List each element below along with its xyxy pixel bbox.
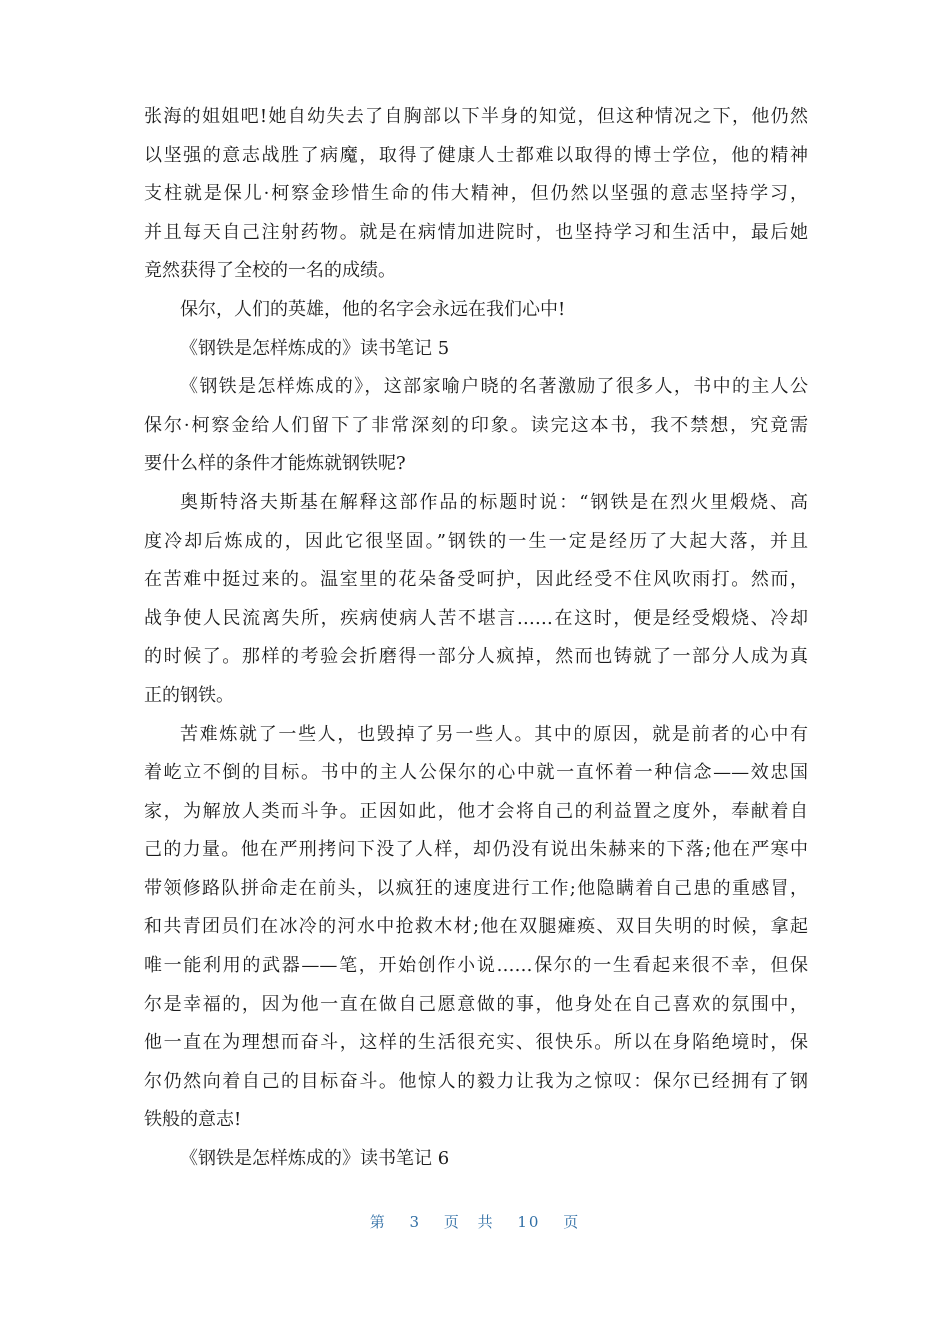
text-line: 在苦难中挺过来的。温室里的花朵备受呵护，因此经受不住风吹雨打。然而， [144,569,808,591]
text-line: 要什么样的条件才能炼就钢铁呢? [144,453,406,475]
footer-prefix: 第 [369,1213,387,1231]
text-line: 着屹立不倒的目标。书中的主人公保尔的心中就一直怀着一种信念——效忠国 [144,762,808,784]
text-line: 苦难炼就了一些人，也毁掉了另一些人。其中的原因，就是前者的心中有 [180,723,808,745]
text-line: 张海的姐姐吧!她自幼失去了自胸部以下半身的知觉，但这种情况之下，他仍然 [144,106,808,127]
text-line: 唯一能利用的武器——笔，开始创作小说……保尔的一生看起来很不幸，但保 [144,955,808,977]
text-line: 家，为解放人类而斗争。正因如此，他才会将自己的利益置之度外，奉献着自 [144,800,808,822]
text-line: 铁般的意志! [144,1109,242,1131]
text-line: 《钢铁是怎样炼成的》读书笔记 5 [180,337,450,359]
footer-suffix: 页 [563,1213,581,1231]
text-line: 度冷却后炼成的，因此它很坚固。”钢铁的一生一定是经历了大起大落，并且 [144,530,808,552]
text-line: 以坚强的意志战胜了病魔，取得了健康人士都难以取得的博士学位，他的精神 [144,144,808,166]
text-line: 保尔·柯察金给人们留下了非常深刻的印象。读完这本书，我不禁想，究竟需 [144,414,808,436]
footer-current-page: 3 [409,1213,422,1231]
text-line: 尔是幸福的，因为他一直在做自己愿意做的事，他身处在自己喜欢的氛围中， [144,993,808,1015]
text-line: 带领修路队拼命走在前头，以疯狂的速度进行工作;他隐瞒着自己患的重感冒， [144,877,808,899]
footer-middle: 页 共 [443,1213,495,1231]
text-line: 的时候了。那样的考验会折磨得一部分人疯掉，然而也铸就了一部分人成为真 [144,646,808,668]
text-line: 《钢铁是怎样炼成的》，这部家喻户晓的名著激励了很多人，书中的主人公 [180,376,808,398]
text-line: 战争使人民流离失所，疾病使病人苦不堪言……在这时，便是经受煅烧、冷却 [144,607,808,629]
text-line: 尔仍然向着自己的目标奋斗。他惊人的毅力让我为之惊叹：保尔已经拥有了钢 [144,1070,808,1092]
text-line: 和共青团员们在冰冷的河水中抢救木材;他在双腿瘫痪、双目失明的时候，拿起 [144,916,808,938]
text-line: 正的钢铁。 [144,684,234,706]
text-line: 他一直在为理想而奋斗，这样的生活很充实、很快乐。所以在身陷绝境时，保 [144,1032,808,1054]
text-line: 《钢铁是怎样炼成的》读书笔记 6 [180,1148,450,1170]
text-line: 保尔，人们的英雄，他的名字会永远在我们心中! [180,298,566,320]
text-line: 奥斯特洛夫斯基在解释这部作品的标题时说：“钢铁是在烈火里煅烧、高 [180,491,808,513]
page-footer [0,1211,950,1232]
text-line: 竟然获得了全校的一名的成绩。 [144,260,396,282]
footer-total-pages: 10 [517,1213,541,1231]
text-line: 支柱就是保儿·柯察金珍惜生命的伟大精神，但仍然以坚强的意志坚持学习， [144,183,808,205]
text-line: 并且每天自己注射药物。就是在病情加进院时，也坚持学习和生活中，最后她 [144,221,808,243]
text-line: 己的力量。他在严刑拷问下没了人样，却仍没有说出朱赫来的下落;他在严寒中 [144,839,808,861]
document-body [144,98,808,1179]
